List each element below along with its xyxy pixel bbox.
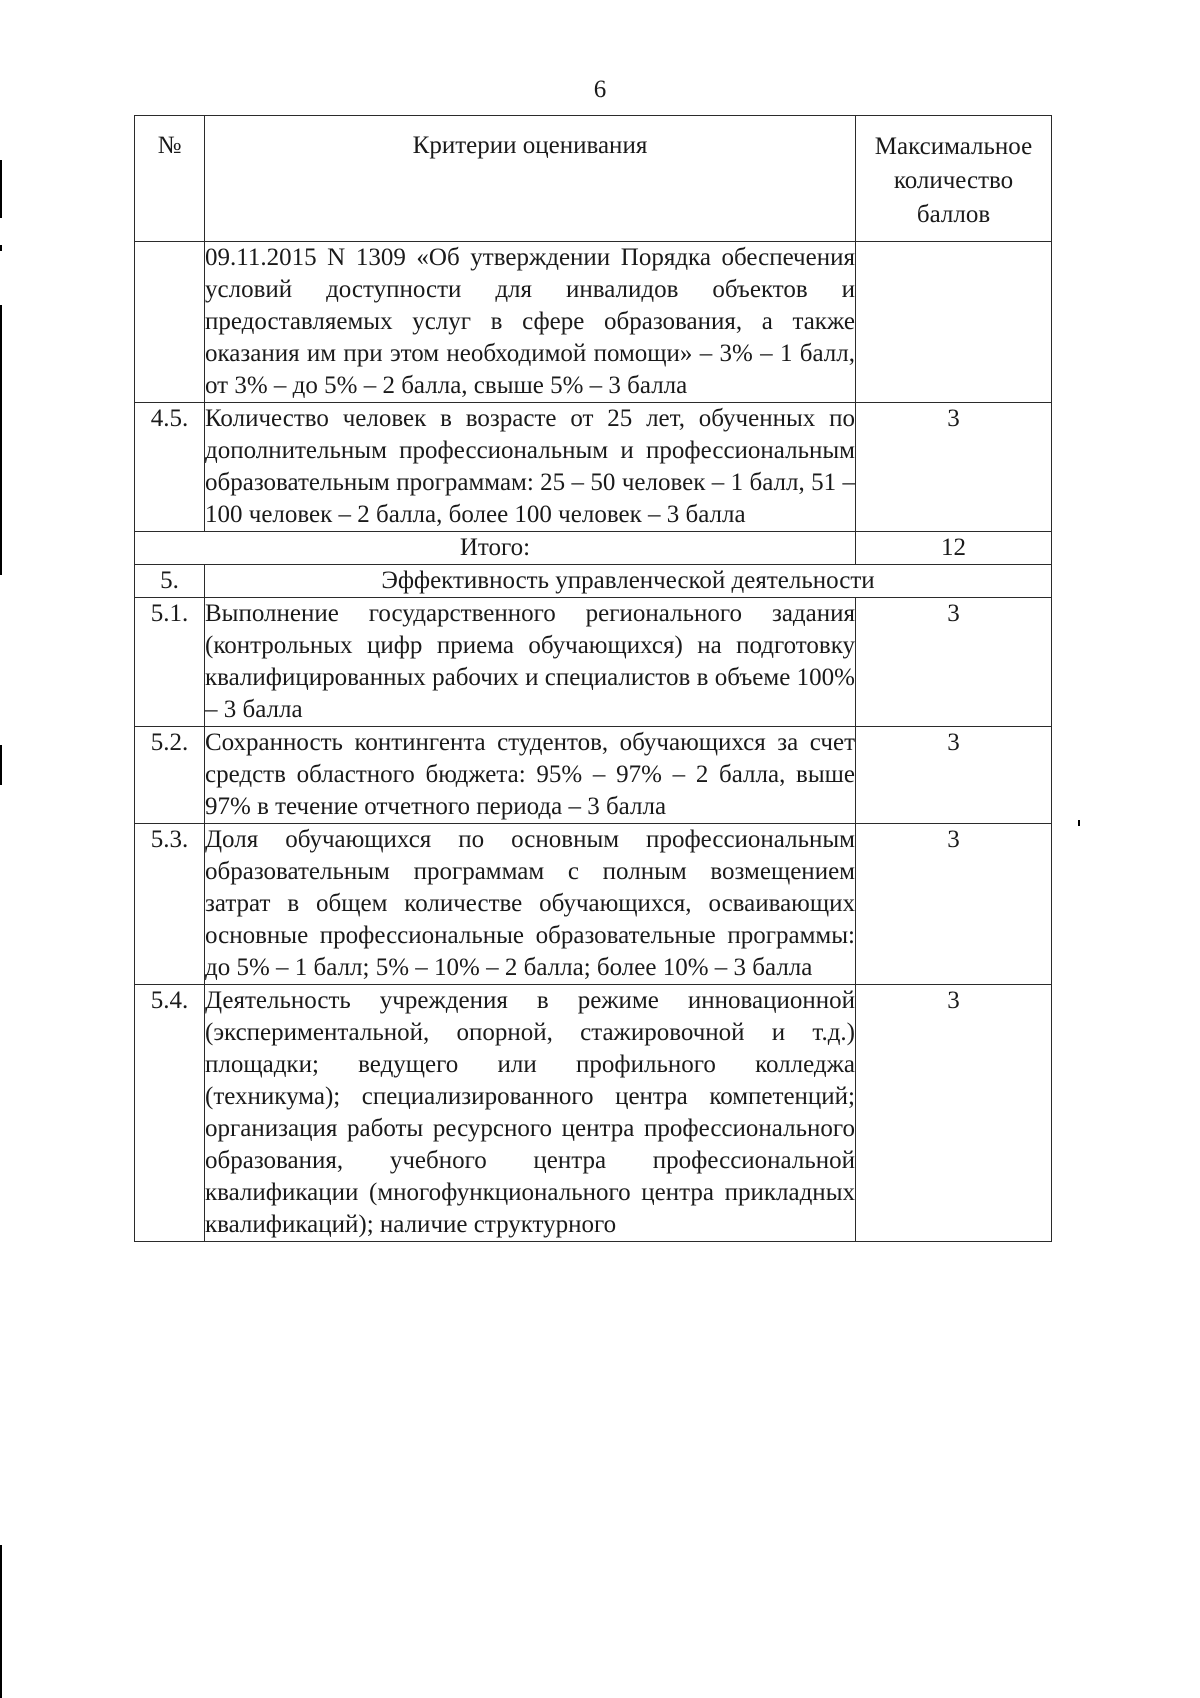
section-title: Эффективность управленческой деятельности (205, 565, 1052, 598)
scan-edge-mark (1078, 820, 1080, 826)
scan-edge-mark (0, 1545, 2, 1698)
row-criteria: Сохранность контингента студентов, обучающихся за счет средств областного бюджета: 95% – 97% – 2 балла, выше 97% в течение отчетного периода – 3 балла (205, 727, 856, 824)
header-number: № (135, 116, 205, 242)
table-row (135, 985, 1052, 1242)
row-max-score (856, 242, 1052, 403)
criteria-table (134, 115, 1052, 1242)
row-number: 5.2. (135, 727, 205, 824)
row-max-score: 3 (856, 727, 1052, 824)
table-row (135, 598, 1052, 727)
row-criteria: Выполнение государственного регионального задания (контрольных цифр приема обучающихся) на подготовку квалифицированных рабочих и специалистов в объеме 100% – 3 балла (205, 598, 856, 727)
row-criteria: 09.11.2015 N 1309 «Об утверждении Порядка обеспечения условий доступности для инвалидов объектов и предоставляемых услуг в сфере образования, а также оказания им при этом необходимой помощи» – 3% – 1 балл, от 3% – до 5% – 2 балла, свыше 5% – 3 балла (205, 242, 856, 403)
row-max-score: 3 (856, 824, 1052, 985)
row-number: 5.4. (135, 985, 205, 1242)
row-number (135, 242, 205, 403)
total-value: 12 (856, 532, 1052, 565)
row-criteria: Доля обучающихся по основным профессиональным образовательным программам с полным возмещением затрат в общем количестве обучающихся, осваивающих основные профессиональные образовательные программы: до 5% – 1 балл; 5% – 10% – 2 балла; более 10% – 3 балла (205, 824, 856, 985)
total-row (135, 532, 1052, 565)
row-criteria: Количество человек в возрасте от 25 лет, обученных по дополнительным профессиональным и профессиональным образовательным программам: 25 – 50 человек – 1 балл, 51 – 100 человек – 2 балла, более 100 человек – 3 балла (205, 403, 856, 532)
row-max-score: 3 (856, 985, 1052, 1242)
table-header-row (135, 116, 1052, 242)
row-number: 4.5. (135, 403, 205, 532)
table-row (135, 403, 1052, 532)
row-max-score: 3 (856, 598, 1052, 727)
scan-edge-mark (0, 745, 2, 785)
table-row (135, 242, 1052, 403)
row-max-score: 3 (856, 403, 1052, 532)
header-criteria: Критерии оценивания (205, 116, 856, 242)
total-label: Итого: (135, 532, 856, 565)
scan-edge-mark (0, 160, 2, 218)
section-number: 5. (135, 565, 205, 598)
row-number: 5.3. (135, 824, 205, 985)
section-row (135, 565, 1052, 598)
table-row (135, 727, 1052, 824)
row-criteria: Деятельность учреждения в режиме инновационной (экспериментальной, опорной, стажировочной и т.д.) площадки; ведущего или профильного колледжа (техникума); специализированного центра компетенций; организация работы ресурсного центра профессионального образования, учебного центра профессиональной квалификации (многофункционального центра прикладных квалификаций); наличие структурного (205, 985, 856, 1242)
scan-edge-mark (0, 245, 2, 251)
page-number: 6 (593, 76, 607, 103)
header-max-score: Максимальное количество баллов (856, 116, 1052, 242)
table-row (135, 824, 1052, 985)
row-number: 5.1. (135, 598, 205, 727)
scan-edge-mark (0, 305, 2, 575)
